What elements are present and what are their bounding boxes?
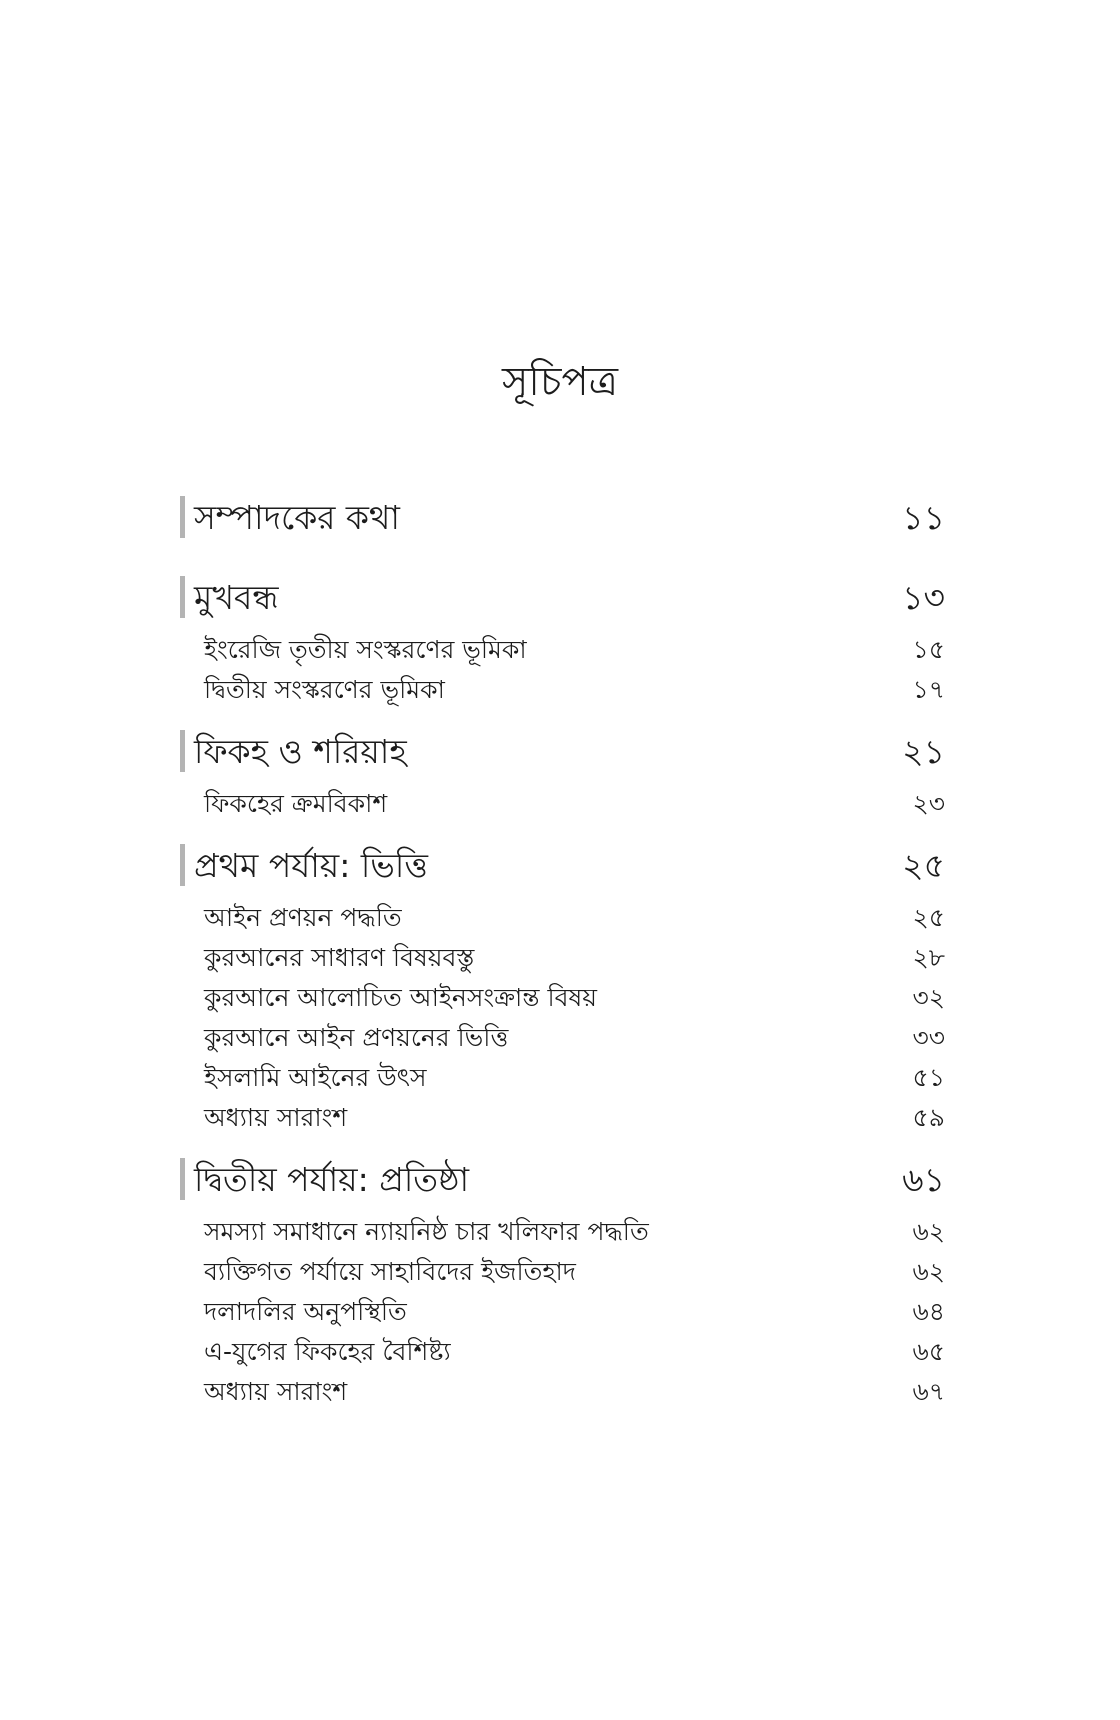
toc-item-page: ৬৪ xyxy=(912,1297,945,1326)
toc-item-label: দলাদলির অনুপস্থিতি xyxy=(204,1297,407,1326)
toc-heading-page: ২১ xyxy=(902,732,945,771)
toc-item-label: ইসলামি আইনের উৎস xyxy=(204,1063,427,1092)
heading-marker-bar xyxy=(180,1158,185,1200)
toc-heading-label: সম্পাদকের কথা xyxy=(194,498,400,537)
toc-subitems xyxy=(180,784,945,824)
toc-subitems xyxy=(180,1212,945,1412)
toc-section xyxy=(180,838,945,1138)
toc-item-page: ৩৩ xyxy=(912,1023,945,1052)
toc-item-page: ৬৫ xyxy=(912,1337,945,1366)
toc-heading-row[interactable] xyxy=(180,1152,945,1208)
toc-item-label: ব্যক্তিগত পর্যায়ে সাহাবিদের ইজতিহাদ xyxy=(204,1257,576,1286)
toc-item[interactable] xyxy=(180,784,945,824)
toc-item-page: ৬৭ xyxy=(912,1377,945,1406)
heading-marker-bar xyxy=(180,844,185,886)
toc-item[interactable] xyxy=(180,1058,945,1098)
toc-heading-label: দ্বিতীয় পর্যায়: প্রতিষ্ঠা xyxy=(194,1160,470,1199)
toc-item-label: ইংরেজি তৃতীয় সংস্করণের ভূমিকা xyxy=(204,635,527,664)
heading-marker-bar xyxy=(180,496,185,538)
toc-item-label: আইন প্রণয়ন পদ্ধতি xyxy=(204,903,402,932)
toc-item-page: ২৫ xyxy=(912,903,945,932)
toc-item[interactable] xyxy=(180,978,945,1018)
toc-item[interactable] xyxy=(180,1252,945,1292)
toc-item[interactable] xyxy=(180,1018,945,1058)
toc-item[interactable] xyxy=(180,1332,945,1372)
toc-item[interactable] xyxy=(180,938,945,978)
toc-item[interactable] xyxy=(180,1292,945,1332)
toc-item-label: ফিকহের ক্রমবিকাশ xyxy=(204,789,388,818)
toc-subitems xyxy=(180,630,945,710)
toc-heading-label: মুখবন্ধ xyxy=(194,578,279,617)
toc-item-label: অধ্যায় সারাংশ xyxy=(204,1377,348,1406)
toc-item-label: দ্বিতীয় সংস্করণের ভূমিকা xyxy=(204,675,445,704)
toc-heading-row[interactable] xyxy=(180,838,945,894)
toc-item-label: কুরআনের সাধারণ বিষয়বস্তু xyxy=(204,943,475,972)
toc-item-page: ৬২ xyxy=(912,1257,945,1286)
toc-section xyxy=(180,724,945,824)
toc-item[interactable] xyxy=(180,670,945,710)
toc-item-label: কুরআনে আলোচিত আইনসংক্রান্ত বিষয় xyxy=(204,983,598,1012)
toc-section xyxy=(180,490,945,546)
toc-item[interactable] xyxy=(180,1098,945,1138)
toc-section xyxy=(180,1152,945,1412)
toc-heading-row[interactable] xyxy=(180,570,945,626)
toc-heading-label: প্রথম পর্যায়: ভিত্তি xyxy=(194,846,428,885)
toc-item[interactable] xyxy=(180,898,945,938)
toc-item-page: ২৮ xyxy=(912,943,945,972)
toc-item-label: সমস্যা সমাধানে ন্যায়নিষ্ঠ চার খলিফার পদ্ধতি xyxy=(204,1217,649,1246)
toc-item-page: ৬২ xyxy=(912,1217,945,1246)
toc-item-label: কুরআনে আইন প্রণয়নের ভিত্তি xyxy=(204,1023,509,1052)
toc-heading-row[interactable] xyxy=(180,724,945,780)
page-title: সূচিপত্র xyxy=(502,359,618,405)
toc-item[interactable] xyxy=(180,1372,945,1412)
toc-heading-page: ৬১ xyxy=(902,1160,945,1199)
toc-item-page: ২৩ xyxy=(912,789,945,818)
table-of-contents xyxy=(180,490,945,1412)
toc-item[interactable] xyxy=(180,1212,945,1252)
toc-subitems xyxy=(180,898,945,1138)
toc-heading-page: ১৩ xyxy=(902,578,945,617)
toc-heading-page: ১১ xyxy=(902,498,945,537)
toc-heading-label: ফিকহ ও শরিয়াহ xyxy=(194,732,407,771)
toc-item-label: এ-যুগের ফিকহের বৈশিষ্ট্য xyxy=(204,1337,451,1366)
toc-item-page: ৫১ xyxy=(912,1063,945,1092)
toc-item[interactable] xyxy=(180,630,945,670)
toc-heading-row[interactable] xyxy=(180,490,945,546)
toc-item-page: ৫৯ xyxy=(912,1103,945,1132)
toc-item-page: ১৫ xyxy=(912,635,945,664)
toc-item-page: ১৭ xyxy=(912,675,945,704)
toc-item-page: ৩২ xyxy=(912,983,945,1012)
toc-section xyxy=(180,570,945,710)
toc-item-label: অধ্যায় সারাংশ xyxy=(204,1103,348,1132)
heading-marker-bar xyxy=(180,730,185,772)
heading-marker-bar xyxy=(180,576,185,618)
toc-heading-page: ২৫ xyxy=(902,846,945,885)
